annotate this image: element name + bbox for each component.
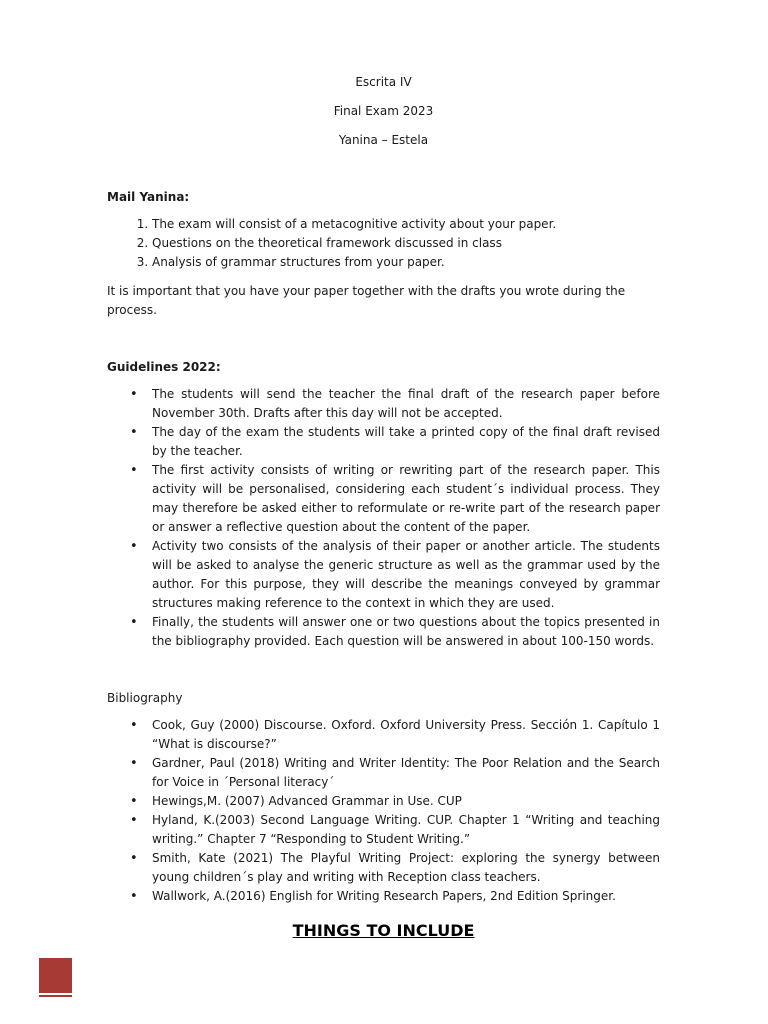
bullet-icon: •: [130, 851, 138, 866]
list-item-text: Hewings,M. (2007) Advanced Grammar in Use. CUP: [152, 794, 462, 808]
exam-title: Final Exam 2023: [333, 104, 434, 118]
list-item: [130, 849, 660, 887]
list-item: [130, 461, 660, 537]
bullet-icon: •: [130, 794, 138, 809]
things-to-include-heading: THINGS TO INCLUDE: [292, 921, 475, 940]
teachers-line: Yanina – Estela: [338, 133, 429, 147]
footer-accent-box: [39, 958, 72, 993]
list-item-text: The day of the exam the students will take a printed copy of the final draft revised by the teacher.: [152, 425, 660, 458]
list-item: 3. Analysis of grammar structures from your paper.: [152, 253, 660, 272]
list-item: [130, 792, 660, 811]
list-item-text: Hyland, K.(2003) Second Language Writing. CUP. Chapter 1 “Writing and teaching writing.” Chapter 7 “Responding to Student Writing.”: [152, 813, 660, 846]
course-title: Escrita IV: [355, 75, 412, 89]
bullet-icon: •: [130, 387, 138, 402]
bullet-icon: •: [130, 539, 138, 554]
bullet-icon: •: [130, 615, 138, 630]
mail-note: It is important that you have your paper together with the drafts you wrote during the process.: [107, 284, 626, 317]
mail-section-title: Mail Yanina:: [107, 190, 190, 204]
document-page: [107, 73, 660, 942]
bullet-icon: •: [130, 425, 138, 440]
list-item-text: Gardner, Paul (2018) Writing and Writer Identity: The Poor Relation and the Search for Voice in ´Personal literacy´: [152, 756, 660, 789]
list-item: [130, 385, 660, 423]
bullet-icon: •: [130, 889, 138, 904]
mail-list: [107, 215, 660, 272]
list-item: [130, 811, 660, 849]
list-item: [130, 423, 660, 461]
list-item: [130, 613, 660, 651]
guidelines-section-title: Guidelines 2022:: [107, 360, 221, 374]
bibliography-list: [107, 716, 660, 906]
list-item-text: Cook, Guy (2000) Discourse. Oxford. Oxford University Press. Sección 1. Capítulo 1 “What is discourse?”: [152, 718, 660, 751]
list-item-text: Wallwork, A.(2016) English for Writing Research Papers, 2nd Edition Springer.: [152, 889, 616, 903]
list-item-text: Smith, Kate (2021) The Playful Writing Project: exploring the synergy between young children´s play and writing with Reception class teachers.: [152, 851, 660, 884]
list-item-text: The first activity consists of writing or rewriting part of the research paper. This activity will be personalised, considering each student´s individual process. They may therefore be asked either to reformulate or re-write part of the research paper or answer a reflective question about the content of the paper.: [152, 463, 660, 534]
footer-accent-line: [39, 995, 72, 997]
bullet-icon: •: [130, 718, 138, 733]
list-item: [130, 887, 660, 906]
list-item-text: Activity two consists of the analysis of their paper or another article. The students will be asked to analyse the generic structure as well as the grammar used by the author. For this purpose, they will describe the meanings conveyed by grammar structures making reference to the context in which they are used.: [152, 539, 660, 610]
list-item: [130, 537, 660, 613]
list-item-text: The students will send the teacher the final draft of the research paper before November 30th. Drafts after this day will not be accepted.: [152, 387, 660, 420]
list-item: [130, 754, 660, 792]
bullet-icon: •: [130, 813, 138, 828]
list-item: [130, 716, 660, 754]
list-item-text: Finally, the students will answer one or two questions about the topics presented in the bibliography provided. Each question will be answered in about 100-150 words.: [152, 615, 660, 648]
bullet-icon: •: [130, 756, 138, 771]
bullet-icon: •: [130, 463, 138, 478]
list-item: 2. Questions on the theoretical framework discussed in class: [152, 234, 660, 253]
list-item: 1. The exam will consist of a metacognitive activity about your paper.: [152, 215, 660, 234]
guidelines-list: [107, 385, 660, 651]
bibliography-section-title: Bibliography: [107, 691, 183, 705]
